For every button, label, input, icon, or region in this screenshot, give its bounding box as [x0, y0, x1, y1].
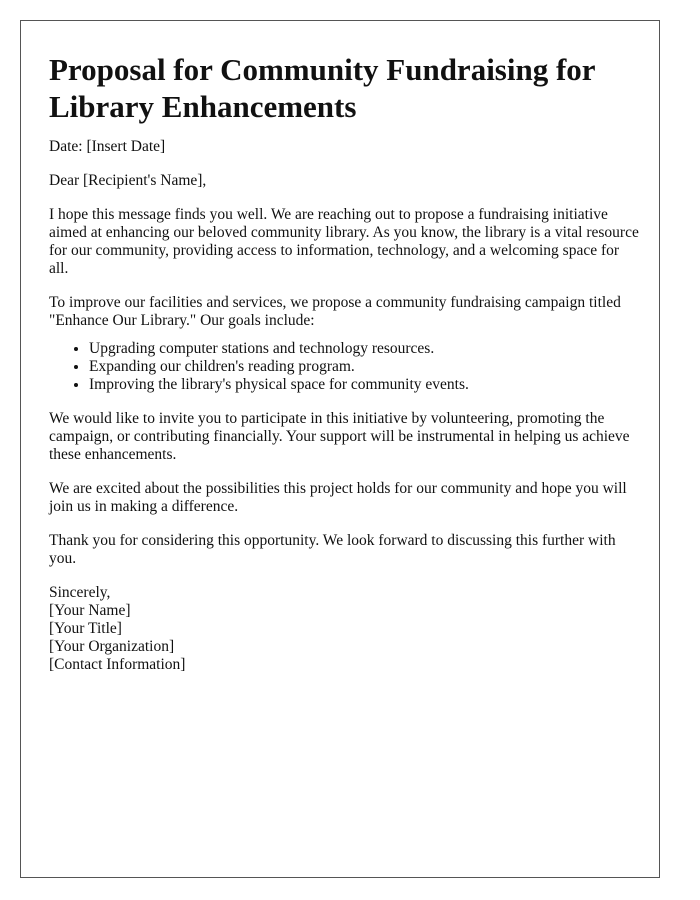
goals-list [49, 340, 639, 394]
date-line: Date: [Insert Date] [49, 138, 166, 155]
thanks-paragraph: Thank you for considering this opportunity. We look forward to discussing this further with you. [49, 532, 616, 567]
goal-item: • Upgrading computer stations and technology resources. [89, 340, 639, 358]
letter-page [20, 20, 660, 878]
letter-content [49, 51, 639, 674]
campaign-paragraph: To improve our facilities and services, we propose a community fundraising campaign titled "Enhance Our Library." Our goals include: [49, 294, 621, 329]
signature-name: [Your Name] [49, 602, 131, 619]
closing: Sincerely, [49, 584, 111, 601]
goal-item: • Improving the library's physical space for community events. [89, 376, 639, 394]
signature-organization: [Your Organization] [49, 638, 175, 655]
salutation: Dear [Recipient's Name], [49, 172, 207, 189]
signature-title: [Your Title] [49, 620, 122, 637]
signature-block [49, 584, 639, 674]
signature-contact: [Contact Information] [49, 656, 186, 673]
intro-paragraph: I hope this message finds you well. We are reaching out to propose a fundraising initiative aimed at enhancing our beloved community library. As you know, the library is a vital resource for our community, providing access to information, technology, and a welcoming space for all. [49, 206, 639, 277]
letter-title: Proposal for Community Fundraising for Library Enhancements [49, 52, 595, 124]
invitation-paragraph: We would like to invite you to participate in this initiative by volunteering, promoting the campaign, or contributing financially. Your support will be instrumental in helping us achieve these enhancements. [49, 410, 630, 463]
goal-item: • Expanding our children's reading program. [89, 358, 639, 376]
excitement-paragraph: We are excited about the possibilities this project holds for our community and hope you will join us in making a difference. [49, 480, 627, 515]
